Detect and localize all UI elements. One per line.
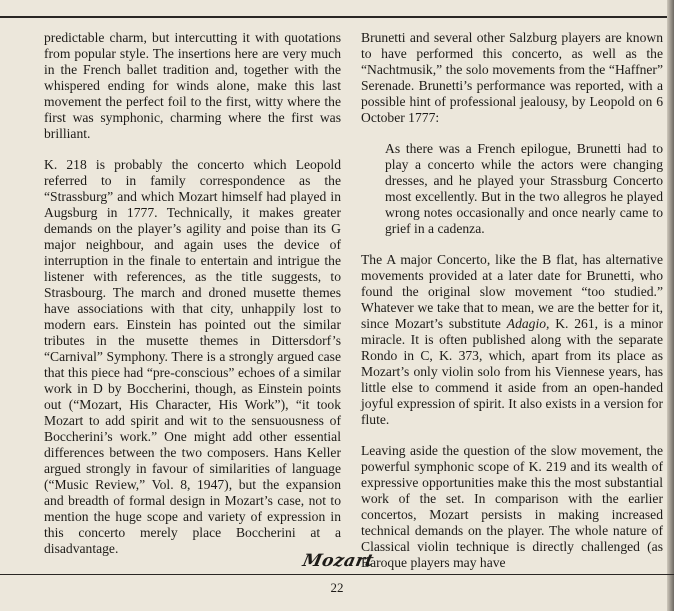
left-paragraph-2: K. 218 is probably the concerto which Leopold referred to in family correspondence as the “Strassburg” and which Mozart himself had played in Augsburg in 1777. Technically, it makes greater demands on the player’s agility and poise than its G major neighbour, and again uses the device of interruption in the finale to entertain and intrigue the listener with references, as the title suggests, to Strasbourg. The march and droned musette themes have associations with that city, unhappily lost to modern ears. Einstein has pointed out the similar tributes in the musette themes in Dittersdorf’s “Carnival” Symphony. There is a strongly argued case that this piece had “pre-conscious” echoes of a similar work in D by Boccherini, though, as Einstein points out (“Mozart, His Character, His Work”), “it took Mozart to add spirit and wit to the sensuousness of Boccherini’s work.” One might add other essential differences between the two composers. Hans Keller argued strongly in favour of similarities of language (“Music Review,” Vol. 8, 1947), but the expansion and breadth of formal design in Mozart’s case, not to mention the huge scope and variety of expression in this concerto merely place Boccherini at a disadvantage. xyxy=(44,157,341,556)
leopold-quote: As there was a French epilogue, Brunetti had to play a concerto while the actors were changing dresses, and he played your Strassburg Concerto most excellently. But in the two allegros he played wrong notes occasionally and once nearly came to grief in a cadenza. xyxy=(385,141,663,236)
bottom-rule xyxy=(0,574,674,575)
mozart-signature: Mozart xyxy=(300,551,376,571)
top-rule xyxy=(0,16,674,18)
right-paragraph-2 xyxy=(361,252,663,428)
right-column xyxy=(361,30,663,586)
left-column xyxy=(44,30,341,572)
page-number: 22 xyxy=(330,580,344,595)
left-paragraph-1: predictable charm, but intercutting it with quotations from popular style. The insertions here are very much in the French ballet tradition and, together with the whispered ending for winds alone, make this last movement the perfect foil to the first, witty where the first was symphonic, charming where the first was brilliant. xyxy=(44,30,341,141)
right-paragraph-3: Leaving aside the question of the slow movement, the powerful symphonic scope of K. 219 and its wealth of expressive opportunities make this the most substantial work of the set. In comparison with the earlier concertos, Mozart persists in making increased technical demands on the player. The whole nature of Classical violin technique is directly challenged (as Baroque players may have xyxy=(361,443,663,570)
right-paragraph-1: Brunetti and several other Salzburg players are known to have performed this concerto, as well as the “Nachtmusik,” the solo movements from the “Haffner” Serenade. Brunetti’s performance was reported, with a possible hint of professional jealousy, by Leopold on 6 October 1777: xyxy=(361,30,663,125)
page-edge-shadow xyxy=(667,0,674,611)
paragraph-2-text-b: K. 261, is a minor miracle. It is often published along with the separate Rondo in C, K. 373, which, apart from its place as Mozart’s only violin solo from his Viennese years, has little else to commend it aside from an open-handed joyful expression of spirit. It also exists in a version for flute. xyxy=(361,316,663,427)
adagio-italic: Adagio, xyxy=(506,316,550,331)
paragraph-2-text-a: The A major Concerto, like the B flat, has alternative movements provided at a later date for Brunetti, who found the original slow movement “too studied.” Whatever we take that to mean, we are the better for it, since Mozart’s substitute xyxy=(361,252,663,331)
